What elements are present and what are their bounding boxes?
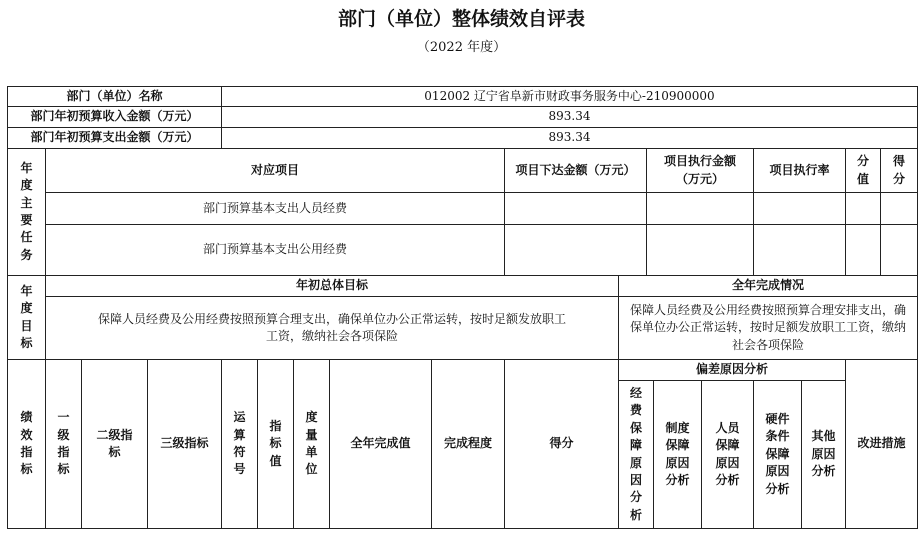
col-level3: 三级指标: [147, 359, 222, 529]
page-title: 部门（单位）整体绩效自评表: [337, 8, 585, 30]
task-row-score-value: [845, 192, 881, 225]
goals-initial-text: 保障人员经费及公用经费按照预算合理支出，确保单位办公正常运转，按时足额发放职工工资，缴纳社会各项保险: [45, 296, 619, 360]
col-score: 得分: [504, 359, 619, 529]
tasks-section-text: 年度主要任务: [20, 160, 33, 262]
task-row-exec-amount: [646, 192, 754, 225]
task-row-score-value: [845, 224, 881, 276]
dept-name-value: 012002 辽宁省阜新市财政事务服务中心-210900000: [221, 86, 918, 107]
tasks-section-label: [7, 148, 46, 276]
col-unit: 度量单位: [293, 359, 330, 529]
col-level2: 二级指标: [81, 359, 148, 529]
dev-other: 其他原因分析: [801, 380, 846, 529]
expense-label: 部门年初预算支出金额（万元）: [7, 127, 222, 149]
indicators-section-label: 绩效指标: [7, 359, 46, 529]
income-label: 部门年初预算收入金额（万元）: [7, 106, 222, 128]
task-row-exec-rate: [753, 224, 846, 276]
dev-hardware: 硬件条件保障原因分析: [753, 380, 802, 529]
task-row-amount: [504, 192, 647, 225]
task-row-score: [880, 224, 918, 276]
tasks-col-amount: 项目下达金额（万元）: [504, 148, 647, 193]
goals-completion-header: 全年完成情况: [618, 275, 918, 297]
income-value: 893.34: [221, 106, 918, 128]
tasks-col-score-value: 分值: [845, 148, 881, 193]
dev-funding: 经费保障原因分析: [618, 380, 654, 529]
col-index-value: 指标值: [257, 359, 294, 529]
task-row-score: [880, 192, 918, 225]
task-row-exec-rate: [753, 192, 846, 225]
col-completion-degree: 完成程度: [431, 359, 505, 529]
col-completion-value: 全年完成值: [329, 359, 432, 529]
goals-completion-text: 保障人员经费及公用经费按照预算合理安排支出，确保单位办公正常运转，按时足额发放职工工资，缴纳社会各项保险: [618, 296, 918, 360]
task-row-amount: [504, 224, 647, 276]
expense-value: 893.34: [221, 127, 918, 149]
task-row-project: 部门预算基本支出人员经费: [45, 192, 505, 225]
year-subtitle: （2022 年度）: [416, 40, 507, 55]
goals-initial-header: 年初总体目标: [45, 275, 619, 297]
tasks-col-exec-amount: 项目执行金额（万元）: [646, 148, 754, 193]
task-row-exec-amount: [646, 224, 754, 276]
tasks-col-score: 得分: [880, 148, 918, 193]
dev-personnel: 人员保障原因分析: [701, 380, 754, 529]
col-operator: 运算符号: [221, 359, 258, 529]
col-level1: 一级指标: [45, 359, 82, 529]
dev-system: 制度保障原因分析: [653, 380, 702, 529]
dept-name-label: 部门（单位）名称: [7, 86, 222, 107]
goals-section-label: 年度目标: [7, 275, 46, 360]
tasks-col-exec-rate: 项目执行率: [753, 148, 846, 193]
col-improvement: 改进措施: [845, 359, 918, 529]
tasks-col-project: 对应项目: [45, 148, 505, 193]
task-row-project: 部门预算基本支出公用经费: [45, 224, 505, 276]
deviation-header: 偏差原因分析: [618, 359, 846, 381]
